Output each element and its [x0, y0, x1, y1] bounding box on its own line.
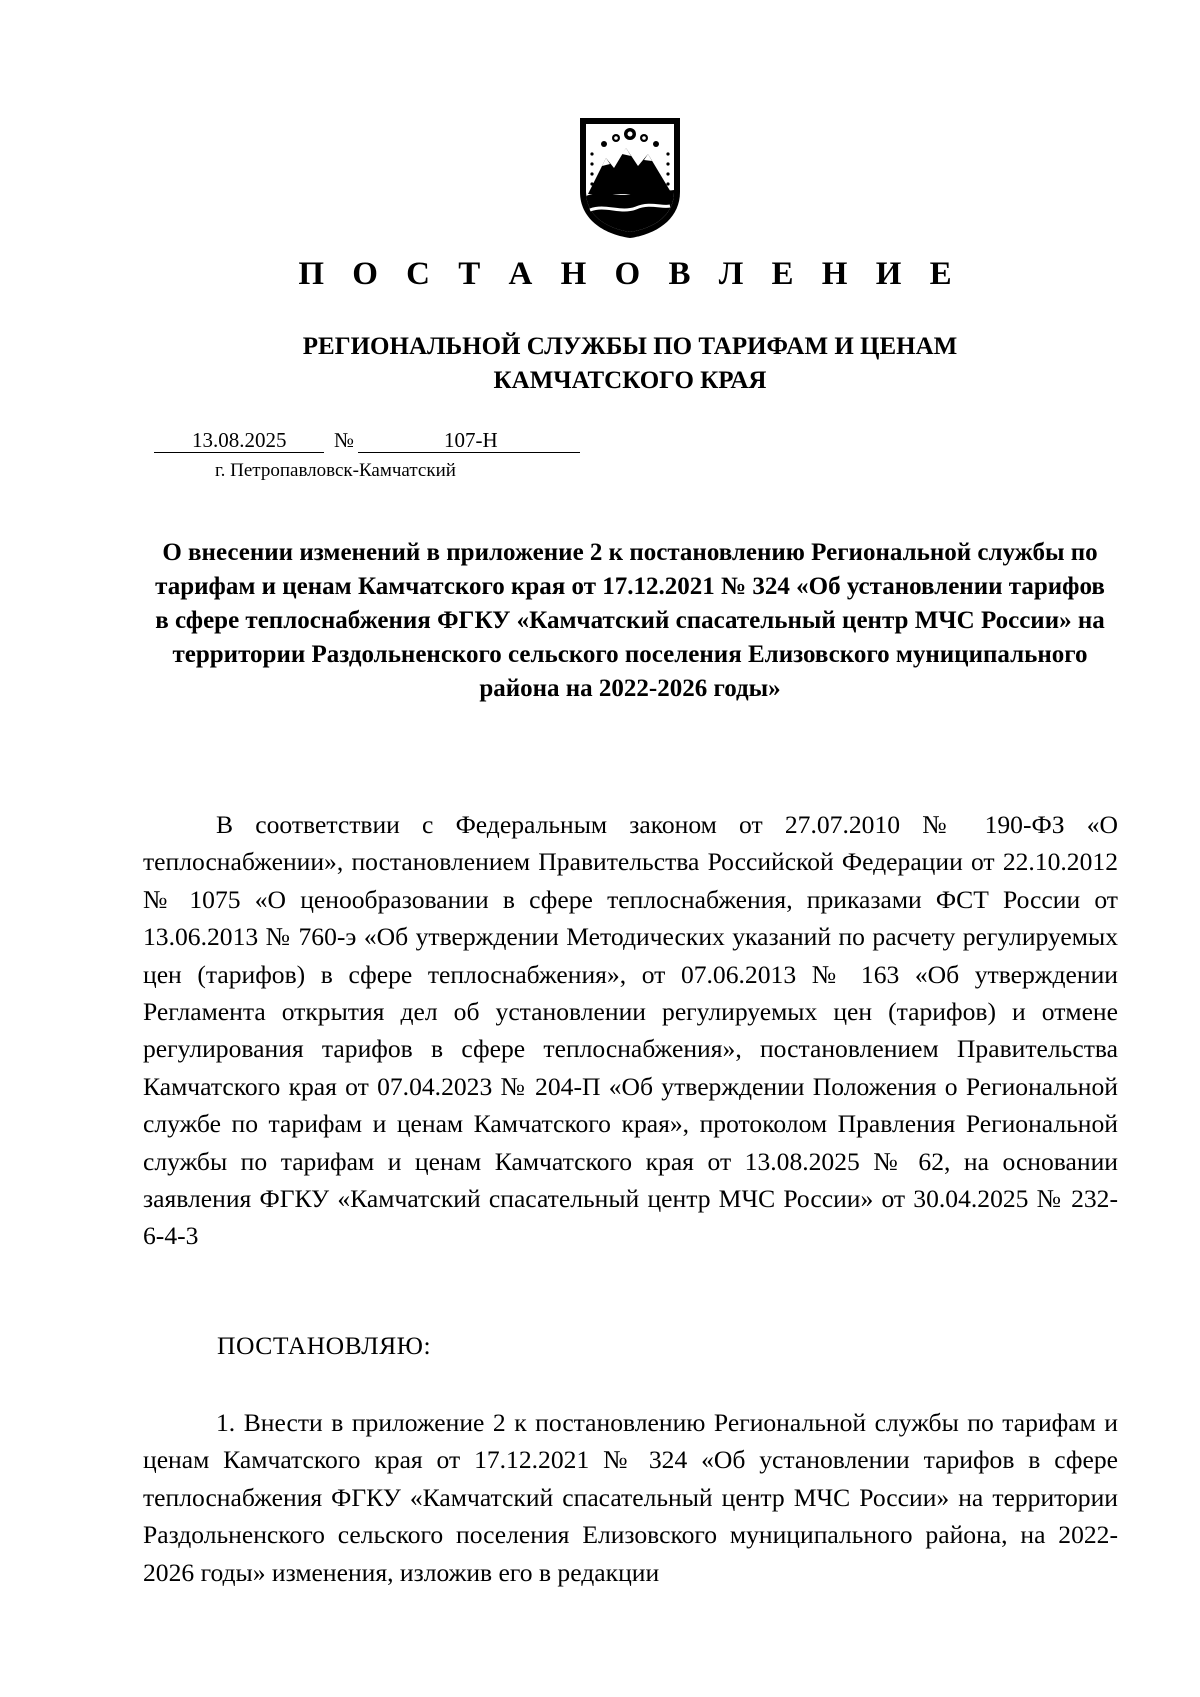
authority-line-2: КАМЧАТСКОГО КРАЯ	[493, 367, 767, 394]
authority-line-1: РЕГИОНАЛЬНОЙ СЛУЖБЫ ПО ТАРИФАМ И ЦЕНАМ	[302, 333, 958, 360]
item-1-paragraph: 1. Внести в приложение 2 к постановлению Региональной службы по тарифам и ценам Камчатского края от 17.12.2021 № 324 «Об установлении тарифов в сфере теплоснабжения ФГКУ «Камчатский спасательный центр МЧС России» на территории Раздольненского сельского поселения Елизовского муниципального района, на 2022-2026 годы» изменения, изложив его в редакции	[143, 1408, 1118, 1587]
document-title: О внесении изменений в приложение 2 к постановлению Региональной службы по тарифам и ценам Камчатского края от 17.12.2021 № 324 «Об установлении тарифов в сфере теплоснабжения ФГКУ «Камчатский спасательный центр МЧС России» на территории Раздольненского сельского поселения Елизовского муниципального района на 2022-2026 годы»	[155, 539, 1105, 702]
number-sign: №	[334, 428, 355, 452]
decree-word: ПОСТАНОВЛЯЮ:	[217, 1331, 432, 1360]
issuing-authority	[160, 330, 1100, 398]
document-date: 13.08.2025	[192, 428, 287, 452]
document-number: 107-Н	[444, 428, 498, 452]
issue-city: г. Петропавловск-Камчатский	[215, 460, 456, 481]
preamble-paragraph: В соответствии с Федеральным законом от 27.07.2010 № 190-ФЗ «О теплоснабжении», постановлением Правительства Российской Федерации от 22.10.2012 № 1075 «О ценообразовании в сфере теплоснабжения, приказами ФСТ России от 13.06.2013 № 760-э «Об утверждении Методических указаний по расчету регулируемых цен (тарифов) в сфере теплоснабжения», от 07.06.2013 № 163 «Об утверждении Регламента открытия дел об установлении регулируемых цен (тарифов) и отмене регулирования тарифов в сфере теплоснабжения», постановлением Правительства Камчатского края от 07.04.2023 № 204-П «Об утверждении Положения о Региональной службе по тарифам и ценам Камчатского края», протоколом Правления Региональной службы по тарифам и ценам Камчатского края от 13.08.2025 № 62, на основании заявления ФГКУ «Камчатский спасательный центр МЧС России» от 30.04.2025 № 232-6-4-3	[143, 810, 1118, 1251]
document-type-heading: П О С Т А Н О В Л Е Н И Е	[298, 256, 962, 292]
coat-of-arms-emblem	[576, 114, 684, 240]
